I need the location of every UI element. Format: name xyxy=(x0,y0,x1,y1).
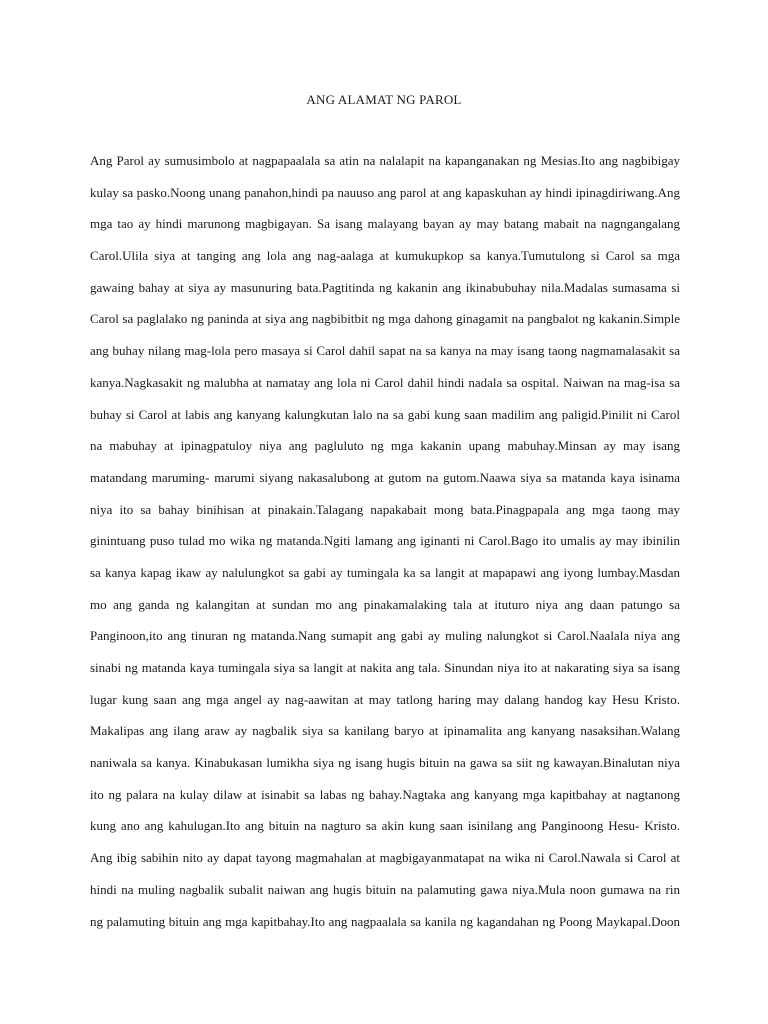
body-line: ginintuang puso tulad mo wika ng matanda.Ngiti lamang ang iginanti ni Carol.Bago ito umalis ay may ibinilin xyxy=(90,533,680,549)
body-line: lugar kung saan ang mga angel ay nag-aawitan at may tatlong haring may dalang handog kay Hesu Kristo. xyxy=(90,691,680,707)
body-line: buhay si Carol at labis ang kanyang kalungkutan lalo na sa gabi kung saan madilim ang paligid.Pinilit ni Carol xyxy=(90,406,680,422)
body-line: kanya.Nagkasakit ng malubha at namatay ang lola ni Carol dahil hindi nadala sa ospital. Naiwan na mag-isa sa xyxy=(90,374,680,390)
body-line: sa kanya kapag ikaw ay nalulungkot sa gabi ay tumingala ka sa langit at mapapawi ang iyong lumbay.Masdan xyxy=(90,564,680,580)
body-line: ang buhay nilang mag-lola pero masaya si Carol dahil sapat na sa kanya na may isang taong nagmamalasakit sa xyxy=(90,343,680,359)
body-line: ito ng palara na kulay dilaw at isinabit sa labas ng bahay.Nagtaka ang kanyang mga kapitbahay at nagtanong xyxy=(90,786,680,802)
body-line: Panginoon,ito ang tinuran ng matanda.Nang sumapit ang gabi ay muling nalungkot si Carol.Naalala niya ang xyxy=(90,628,680,644)
body-line: mo ang ganda ng kalangitan at sundan mo ang pinakamalaking tala at ituturo niya ang daan patungo sa xyxy=(90,596,680,612)
body-line: kung ano ang kahulugan.Ito ang bituin na nagturo sa akin kung saan isinilang ang Panginoong Hesu- Kristo. xyxy=(90,818,680,834)
body-line: Carol.Ulila siya at tanging ang lola ang nag-aalaga at kumukupkop sa kanya.Tumutulong si Carol sa mga xyxy=(90,248,680,264)
body-line: naniwala sa kanya. Kinabukasan lumikha siya ng isang hugis bituin na gawa sa siit ng kawayan.Binalutan niya xyxy=(90,755,680,771)
body-line: kulay sa pasko.Noong unang panahon,hindi pa nauuso ang parol at ang kapaskuhan ay hindi ipinagdiriwang.Ang xyxy=(90,184,680,200)
body-line: niya ito sa bahay binihisan at pinakain.Talagang napakabait mong bata.Pinagpapala ang mga taong may xyxy=(90,501,680,517)
body-line: Carol sa paglalako ng paninda at siya ang nagbibitbit ng mga dahong ginagamit na pangbalot ng kakanin.Simple xyxy=(90,311,680,327)
body-line: mga tao ay hindi marunong magbigayan. Sa isang malayang bayan ay may batang mabait na nagngangalang xyxy=(90,216,680,232)
body-line: matandang maruming- marumi siyang nakasalubong at gutom na gutom.Naawa siya sa matanda kaya isinama xyxy=(90,469,680,485)
body-line: hindi na muling nagbalik subalit naiwan ang hugis bituin na palamuting gawa niya.Mula noon gumawa na rin xyxy=(90,881,680,897)
body-line: ng palamuting bituin ang mga kapitbahay.Ito ang nagpaalala sa kanila ng kagandahan ng Poong Maykapal.Doon xyxy=(90,913,680,929)
body-line: Makalipas ang ilang araw ay nagbalik siya sa kanilang baryo at ipinamalita ang kanyang nasaksihan.Walang xyxy=(90,723,680,739)
body-line: Ang ibig sabihin nito ay dapat tayong magmahalan at magbigayanmatapat na wika ni Carol.Nawala si Carol at xyxy=(90,850,680,866)
body-line: Ang Parol ay sumusimbolo at nagpapaalala sa atin na nalalapit na kapanganakan ng Mesias.Ito ang nagbibigay xyxy=(90,153,680,168)
body-line: sinabi ng matanda kaya tumingala siya sa langit at nakita ang tala. Sinundan niya ito at nakarating siya sa isang xyxy=(90,660,680,675)
document-body xyxy=(90,150,680,942)
document-title: ANG ALAMAT NG PAROL xyxy=(306,92,462,107)
body-line: na mabuhay at ipinagpatuloy niya ang pagluluto ng mga kakanin upang mabuhay.Minsan ay may isang xyxy=(90,438,680,454)
body-line: gawaing bahay at siya ay masunuring bata.Pagtitinda ng kakanin ang ikinabubuhay nila.Madalas sumasama si xyxy=(90,279,680,295)
